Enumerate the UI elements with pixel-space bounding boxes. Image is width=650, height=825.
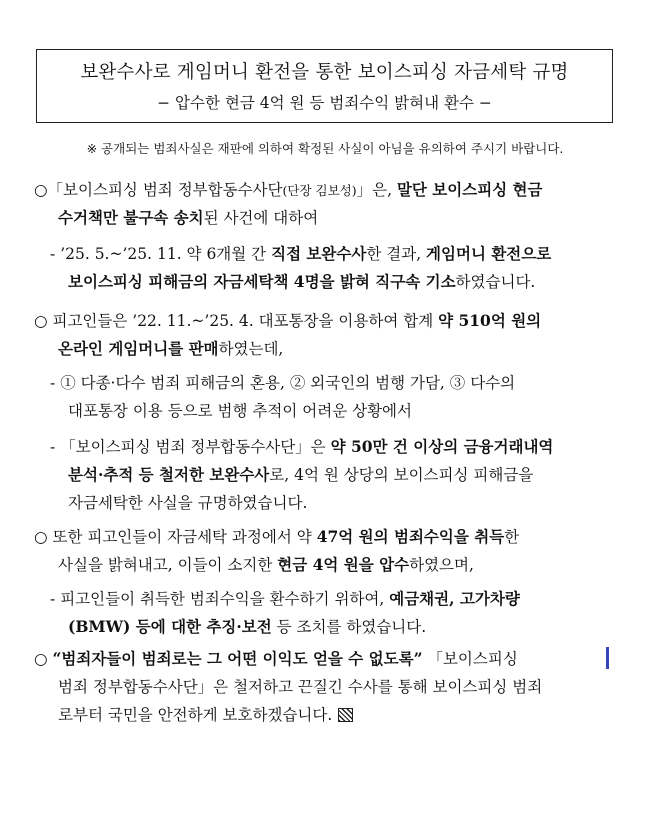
section3-dash1-line1: - 피고인들이 취득한 범죄수익을 환수하기 위하여, 예금채권, 고가차량 xyxy=(50,589,520,608)
end-mark-icon xyxy=(338,708,353,722)
page-subtitle: − 압수한 현금 4억 원 등 범죄수익 밝혀내 환수 − xyxy=(157,94,492,112)
section2-dash2-line1: - 「보이스피싱 범죄 정부합동수사단」은 약 50만 건 이상의 금융거래내역 xyxy=(50,437,554,456)
section2-line1: ○ 피고인들은 ’22. 11.~’25. 4. 대포통장을 이용하여 합계 약 510억 원의 xyxy=(34,311,542,330)
section2-dash2-line3: 자금세탁한 사실을 규명하였습니다. xyxy=(68,494,308,512)
section2-line2: 온라인 게임머니를 판매하였는데, xyxy=(58,339,284,358)
section1-line2: 수거책만 불구속 송치된 사건에 대하여 xyxy=(58,208,319,227)
bullet-marker: ○ xyxy=(34,181,48,199)
section4-line2: 범죄 정부합동수사단」은 철저하고 끈질긴 수사를 통해 보이스피싱 범죄 xyxy=(58,678,543,696)
section1-dash1-line2: 보이스피싱 피해금의 자금세탁책 4명을 밝혀 직구속 기소하였습니다. xyxy=(68,272,536,291)
dash-marker: - xyxy=(50,245,56,263)
title-box xyxy=(36,49,613,123)
section3-dash1-line2: (BMW) 등에 대한 추징·보전 등 조치를 하였습니다. xyxy=(68,617,427,636)
section2-dash1-line1: - ① 다종·다수 범죄 피해금의 혼용, ② 외국인의 범행 가담, ③ 다수의 xyxy=(50,374,516,392)
section4-line1: ○ “범죄자들이 범죄로는 그 어떤 이익도 얻을 수 없도록” 「보이스피싱 xyxy=(34,649,518,668)
dash-marker: - xyxy=(50,374,56,392)
section2-dash2-line2: 분석·추적 등 철저한 보완수사로, 4억 원 상당의 보이스피싱 피해금을 xyxy=(68,465,534,484)
section3-line1: ○ 또한 피고인들이 자금세탁 과정에서 약 47억 원의 범죄수익을 취득한 xyxy=(34,527,520,546)
section1-dash1-line1: - ’25. 5.~’25. 11. 약 6개월 간 직접 보완수사한 결과, 게임머니 환전으로 xyxy=(50,244,552,263)
disclaimer-notice: ※ 공개되는 범죄사실은 재판에 의하여 확정된 사실이 아님을 유의하여 주시기 바랍니다. xyxy=(86,141,564,156)
bullet-marker: ○ xyxy=(34,650,48,668)
section3-line2: 사실을 밝혀내고, 이들이 소지한 현금 4억 원을 압수하였으며, xyxy=(58,555,474,574)
page-title: 보완수사로 게임머니 환전을 통한 보이스피싱 자금세탁 규명 xyxy=(80,62,569,83)
bullet-marker: ○ xyxy=(34,528,48,546)
section2-dash1-line2: 대포통장 이용 등으로 범행 추적이 어려운 상황에서 xyxy=(68,402,412,420)
dash-marker: - xyxy=(50,590,56,608)
section1-line1: ○「보이스피싱 범죄 정부합동수사단(단장 김보성)」은, 말단 보이스피싱 현금 xyxy=(34,180,543,199)
bullet-marker: ○ xyxy=(34,312,48,330)
dash-marker: - xyxy=(50,438,56,456)
text-cursor-bar xyxy=(606,647,609,669)
section4-line3: 로부터 국민을 안전하게 보호하겠습니다. xyxy=(58,705,353,725)
